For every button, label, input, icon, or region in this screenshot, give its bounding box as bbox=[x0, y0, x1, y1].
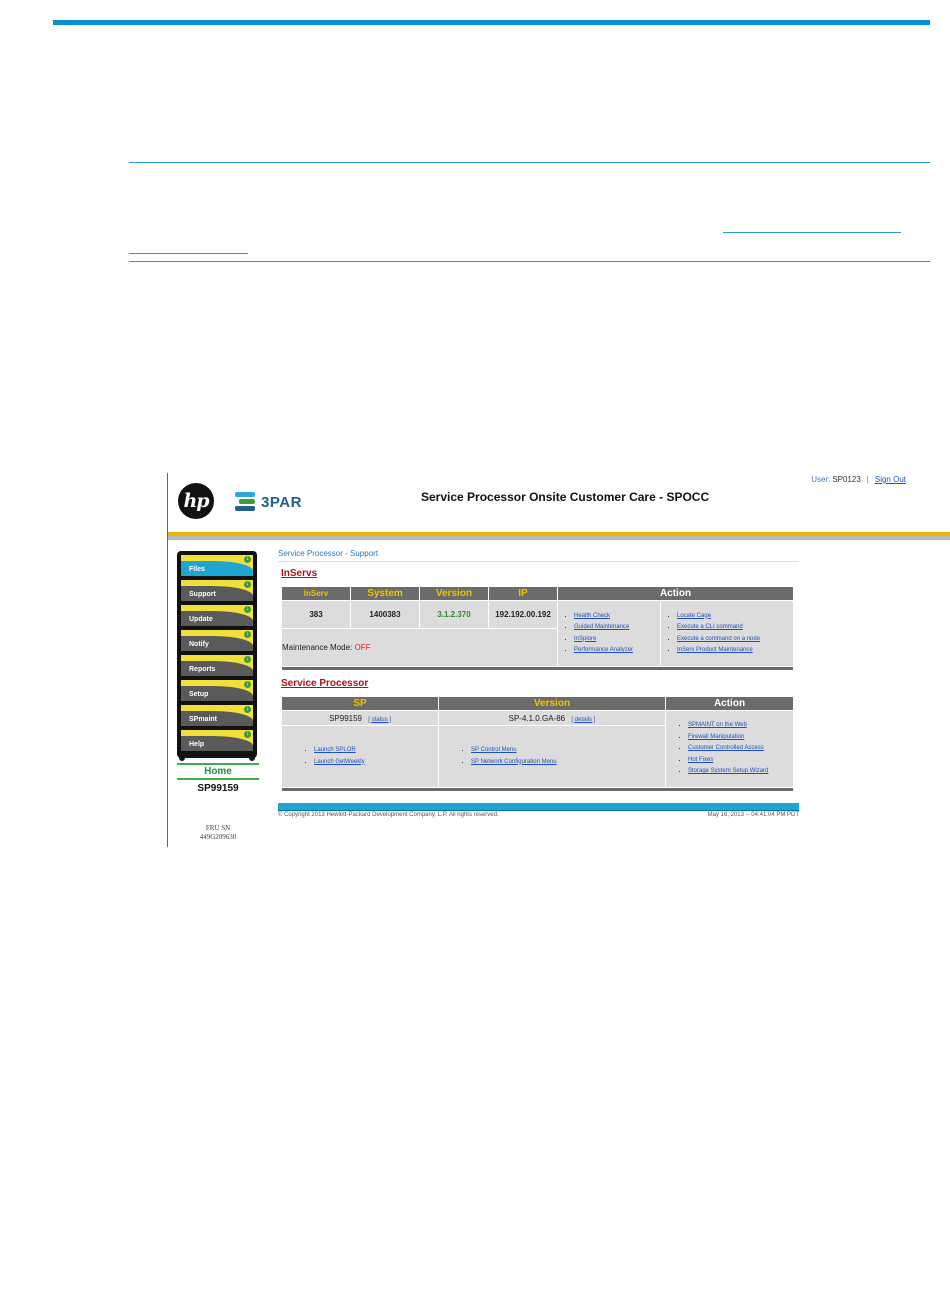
sign-out-link[interactable]: Sign Out bbox=[874, 475, 906, 484]
menu-item-label: Reports bbox=[189, 666, 216, 673]
list-item bbox=[471, 745, 665, 757]
sp-version-cell bbox=[439, 711, 666, 726]
sp-version: SP-4.1.0.GA-86 bbox=[508, 713, 566, 723]
list-item bbox=[688, 766, 793, 778]
arrow-icon: ↓ bbox=[246, 556, 249, 562]
footer-bar-line bbox=[278, 810, 799, 811]
menu-item-support[interactable] bbox=[181, 580, 253, 601]
hp-logo: hp bbox=[178, 483, 214, 519]
firewall-manipulation-link[interactable]: Firewall Manipulation bbox=[688, 733, 745, 740]
list-item bbox=[688, 732, 793, 744]
list-item bbox=[688, 743, 793, 755]
guided-maintenance-link[interactable]: Guided Maintenance bbox=[574, 624, 630, 630]
menu-item-update[interactable] bbox=[181, 605, 253, 626]
service-processor-table bbox=[281, 696, 794, 792]
menu-item-label: Notify bbox=[189, 641, 209, 648]
col-version: Version bbox=[420, 587, 489, 601]
spocc-screenshot bbox=[167, 473, 950, 847]
timestamp: May 16, 2013 -- 04:41:04 PM PDT bbox=[707, 812, 799, 818]
col-system: System bbox=[351, 587, 420, 601]
fru-value: 449G209630 bbox=[199, 833, 237, 841]
menu-item-label: Support bbox=[189, 591, 216, 598]
sp-actions bbox=[666, 711, 794, 788]
customer-controlled-access-link[interactable]: Customer Controlled Access bbox=[688, 745, 764, 752]
sp-control-menu-link[interactable]: SP Control Menu bbox=[471, 747, 517, 753]
home-line-bottom bbox=[177, 778, 259, 780]
col-action: Action bbox=[558, 587, 794, 601]
divider-rule bbox=[129, 162, 930, 163]
menu-item-files[interactable] bbox=[181, 555, 253, 576]
inserv-actions-left bbox=[558, 601, 661, 667]
maintenance-status: OFF bbox=[354, 643, 371, 652]
user-name: SP0123 bbox=[832, 475, 861, 484]
list-item bbox=[471, 757, 665, 769]
breadcrumb: Service Processor - Support bbox=[278, 549, 379, 558]
list-item bbox=[574, 611, 660, 623]
menu-item-setup[interactable] bbox=[181, 680, 253, 701]
hot-fixes-link[interactable]: Hot Fixes bbox=[688, 756, 714, 763]
launch-splor-link[interactable]: Launch SPLOR bbox=[314, 747, 356, 753]
home-link[interactable]: Home bbox=[204, 766, 232, 777]
performance-analyzer-link[interactable]: Performance Analyzer bbox=[574, 647, 634, 653]
fru-label: FRU SN bbox=[205, 824, 231, 832]
top-accent-bar bbox=[53, 20, 930, 25]
3par-mark-icon bbox=[233, 490, 257, 514]
list-item bbox=[688, 720, 793, 732]
launch-getweekly-link[interactable]: Launch GetWeekly bbox=[314, 758, 365, 765]
list-item bbox=[677, 622, 793, 634]
list-item bbox=[574, 622, 660, 634]
menu-item-label: Update bbox=[189, 616, 213, 623]
fru-info bbox=[177, 824, 259, 842]
col-sp-action: Action bbox=[666, 697, 794, 711]
locate-cage-link[interactable]: Locate Cage bbox=[677, 612, 712, 619]
menu-item-help[interactable] bbox=[181, 730, 253, 751]
inservs-title[interactable]: InServs bbox=[281, 568, 318, 579]
arrow-icon: ↓ bbox=[246, 681, 249, 687]
nav-menu bbox=[177, 551, 257, 758]
user-area bbox=[811, 475, 906, 484]
sp-links-cell bbox=[282, 726, 439, 788]
menu-item-notify[interactable] bbox=[181, 630, 253, 651]
3par-logo bbox=[233, 490, 302, 514]
link-underline bbox=[129, 253, 248, 254]
maintenance-label: Maintenance Mode: bbox=[282, 643, 353, 652]
list-item bbox=[314, 745, 438, 757]
inserv-version: 3.1.2.370 bbox=[420, 601, 489, 629]
maintenance-mode bbox=[282, 629, 558, 667]
list-item bbox=[574, 634, 660, 646]
spmaint-web-link[interactable]: SPMAINT on the Web bbox=[688, 722, 747, 729]
menu-wheel-icon bbox=[179, 755, 185, 761]
menu-item-label: Files bbox=[189, 566, 205, 573]
arrow-icon: ↓ bbox=[246, 631, 249, 637]
list-item bbox=[677, 634, 793, 646]
arrow-icon: ↓ bbox=[246, 731, 249, 737]
sp-menu-links-cell bbox=[439, 726, 666, 788]
sp-network-config-link[interactable]: SP Network Configuration Menu bbox=[471, 758, 557, 765]
inserv-id: 383 bbox=[282, 601, 351, 629]
col-sp-version: Version bbox=[439, 697, 666, 711]
arrow-icon: ↓ bbox=[246, 581, 249, 587]
sp-id: SP99159 bbox=[197, 783, 239, 794]
list-item bbox=[688, 755, 793, 767]
list-item bbox=[574, 645, 660, 657]
user-label: User: bbox=[811, 475, 831, 484]
footer-bar bbox=[278, 803, 799, 810]
divider-rule bbox=[129, 261, 930, 262]
col-ip: IP bbox=[489, 587, 558, 601]
inserv-ip: 192.192.00.192 bbox=[489, 601, 558, 629]
menu-item-spmaint[interactable] bbox=[181, 705, 253, 726]
storage-setup-wizard-link[interactable]: Storage System Setup Wizard bbox=[688, 768, 769, 775]
col-sp: SP bbox=[282, 697, 439, 711]
insplore-link[interactable]: InSplore bbox=[574, 635, 597, 642]
execute-cli-link[interactable]: Execute a CLI command bbox=[677, 624, 743, 630]
sp-name: SP99159 bbox=[329, 713, 362, 723]
sp-details-link[interactable]: [ details ] bbox=[571, 716, 596, 723]
copyright: © Copyright 2013 Hewlett-Packard Development Company, L.P. All rights reserved. bbox=[278, 812, 499, 818]
menu-item-reports[interactable] bbox=[181, 655, 253, 676]
execute-node-command-link[interactable]: Execute a command on a node bbox=[677, 635, 761, 642]
service-processor-title[interactable]: Service Processor bbox=[281, 678, 369, 689]
inserv-actions-right bbox=[661, 601, 794, 667]
health-check-link[interactable]: Health Check bbox=[574, 612, 611, 619]
menu-wheel-icon bbox=[249, 755, 255, 761]
arrow-icon: ↓ bbox=[246, 606, 249, 612]
arrow-icon: ↓ bbox=[246, 706, 249, 712]
inservs-table bbox=[281, 586, 794, 671]
user-separator: | bbox=[866, 475, 869, 484]
app-title: Service Processor Onsite Customer Care - SPOCC bbox=[421, 490, 710, 504]
menu-item-label: Help bbox=[189, 741, 205, 748]
inserv-system: 1400383 bbox=[351, 601, 420, 629]
menu-item-label: SPmaint bbox=[189, 716, 218, 723]
menu-item-label: Setup bbox=[189, 691, 209, 698]
link-underline bbox=[723, 232, 901, 233]
home-line-top bbox=[177, 763, 259, 765]
col-inserv: InServ bbox=[282, 587, 351, 601]
screenshot-border bbox=[167, 473, 168, 847]
list-item bbox=[314, 757, 438, 769]
3par-wordmark: 3PAR bbox=[261, 493, 302, 511]
list-item bbox=[677, 611, 793, 623]
header-gray-bar bbox=[168, 536, 950, 540]
inserv-product-maintenance-link[interactable]: InServ Product Maintenance bbox=[677, 647, 753, 653]
list-item bbox=[677, 645, 793, 657]
sp-name-cell bbox=[282, 711, 439, 726]
arrow-icon: ↓ bbox=[246, 656, 249, 662]
sp-status-link[interactable]: [ status ] bbox=[368, 716, 391, 723]
breadcrumb-divider bbox=[278, 561, 799, 562]
